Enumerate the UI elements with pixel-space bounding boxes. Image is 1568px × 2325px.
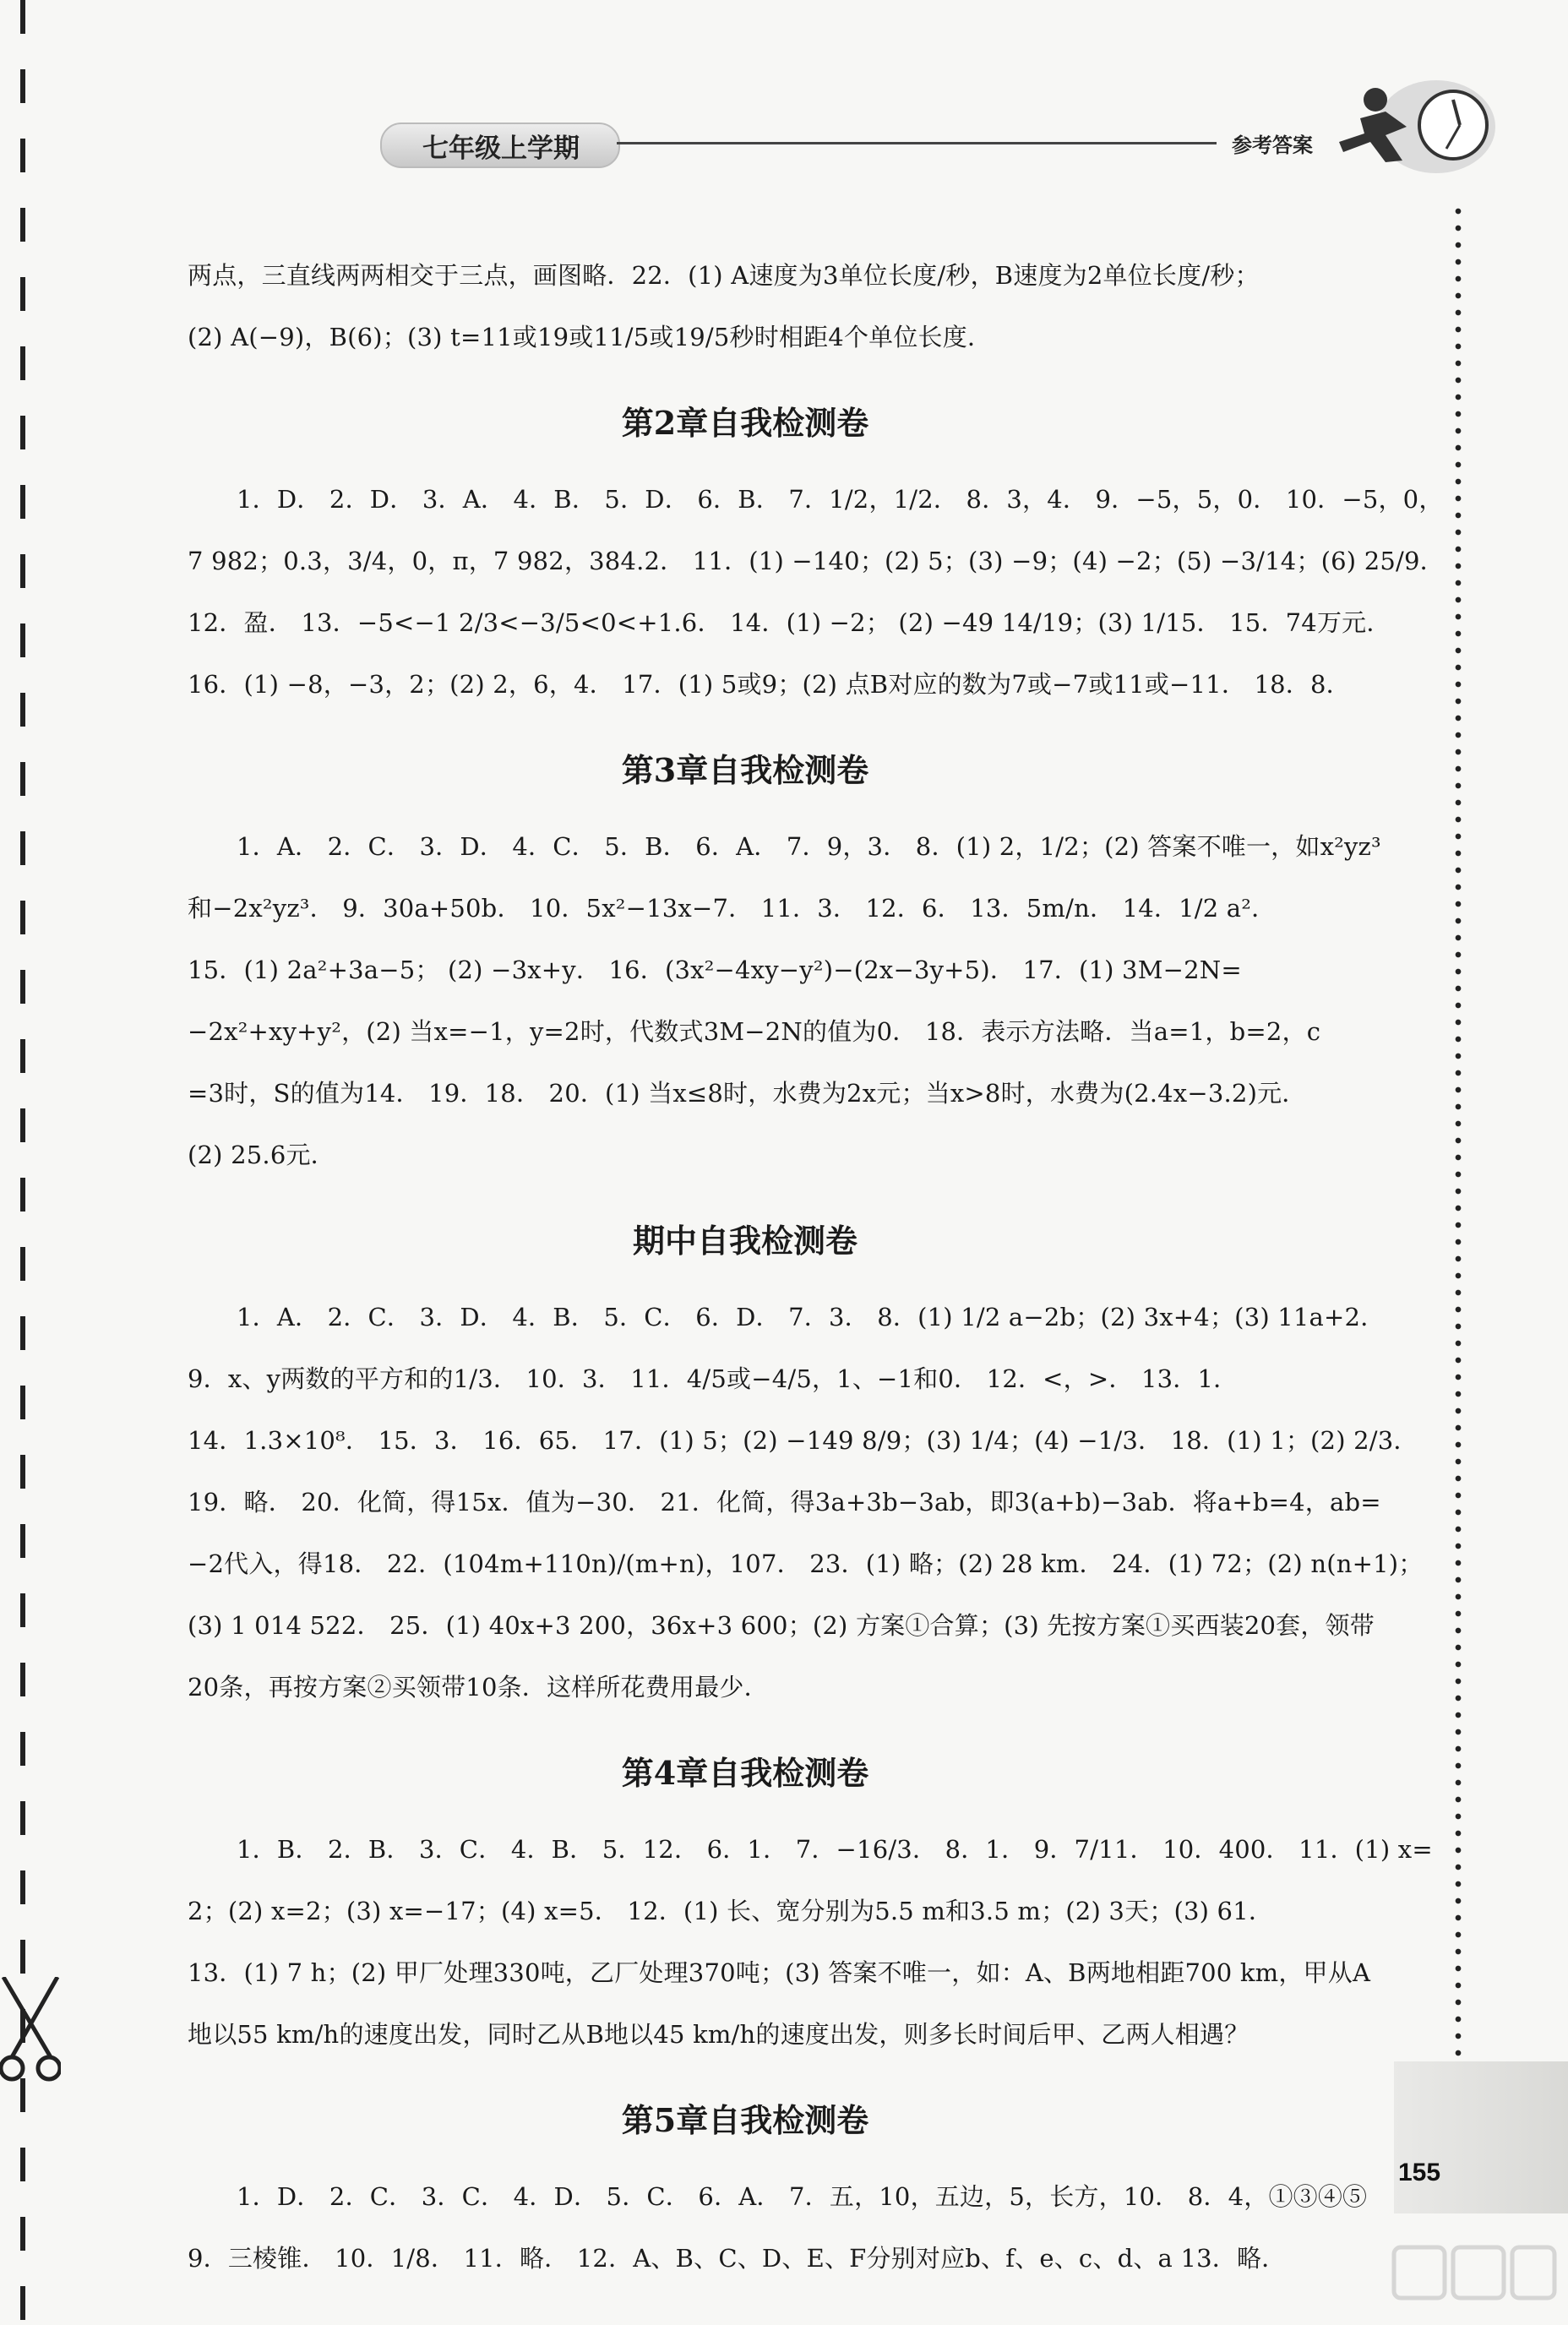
answer-line: 20条，再按方案②买领带10条．这样所花费用最少． [188, 1673, 769, 1702]
intro-paragraph [188, 245, 1303, 368]
answer-line: −2x²+xy+y²，(2) 当x=−1，y=2时，代数式3M−2N的值为0． 18．表示方法略．当a=1，b=2，c [188, 1017, 1321, 1046]
answer-line: 16．(1) −8，−3，2；(2) 2，6，4． 17．(1) 5或9；(2) 点B对应的数为7或−7或11或−11． 18．8． [188, 670, 1351, 699]
answer-line: 13．(1) 7 h；(2) 甲厂处理330吨，乙厂处理370吨；(3) 答案不唯一，如：A、B两地相距700 km，甲从A [188, 1958, 1371, 1987]
answer-line: 9．三棱锥． 10．1/8． 11．略． 12．A、B、C、D、E、F分别对应b、f、e、c、d、a 13．略． [188, 2244, 1287, 2273]
answer-line: (3) 1 014 522． 25．(1) 40x+3 200，36x+3 600；(2) 方案①合算；(3) 先按方案①买西装20套，领带 [188, 1611, 1375, 1640]
answer-line: 地以55 km/h的速度出发，同时乙从B地以45 km/h的速度出发，则多长时间后甲、乙两人相遇？ [188, 2020, 1250, 2049]
answer-line: =3时，S的值为14． 19．18． 20．(1) 当x≤8时，水费为2x元；当x>8时，水费为(2.4x−3.2)元． [188, 1079, 1307, 1108]
section-title-chapter-4: 第4章自我检测卷 [621, 1754, 869, 1792]
header-rule [617, 142, 1217, 144]
answer-line: 15．(1) 2a²+3a−5； (2) −3x+y． 16．(3x²−4xy−y²)−(2x−3y+5)． 17．(1) 3M−2N= [188, 956, 1242, 984]
scissors-icon [0, 1977, 61, 2087]
chapter-5-answers [188, 2166, 1368, 2290]
dotted-cut-guide [1455, 203, 1462, 2095]
page-number: 155 [1398, 2159, 1441, 2186]
watermark-logo-icon [1386, 2230, 1563, 2315]
header-right-label: 参考答案 [1232, 133, 1313, 157]
answer-line: 1．A． 2．C． 3．D． 4．B． 5．C． 6．D． 7．3． 8．(1) 1/2 a−2b；(2) 3x+4；(3) 11a+2． [237, 1303, 1386, 1331]
answer-line: 和−2x²yz³． 9．30a+50b． 10．5x²−13x−7． 11．3． 12．6． 13．5m/n． 14．1/2 a²． [188, 894, 1277, 923]
answer-line: 1．D． 2．C． 3．C． 4．D． 5．C． 6．A． 7．五，10，五边，5，长方，10． 8．4，①③④⑤ [237, 2182, 1368, 2211]
answer-line: 1．D． 2．D． 3．A． 4．B． 5．D． 6．B． 7．1/2，1/2． 8．3，4． 9．−5，5，0． 10．−5，0， [237, 485, 1444, 514]
page-number-band [1394, 2061, 1568, 2213]
runner-compass-logo-icon [1326, 68, 1495, 186]
answer-line: 14．1.3×10⁸． 15．3． 16．65． 17．(1) 5；(2) −149 8/9；(3) 1/4；(4) −1/3． 18．(1) 1；(2) 2/3． [188, 1426, 1418, 1455]
answer-line: (2) 25.6元． [188, 1141, 335, 1169]
section-title-chapter-5: 第5章自我检测卷 [621, 2101, 869, 2139]
answer-line: 7 982；0.3，3/4，0，π，7 982，384.2． 11．(1) −140；(2) 5；(3) −9；(4) −2；(5) −3/14；(6) 25/9． [188, 547, 1445, 575]
section-title-chapter-2: 第2章自我检测卷 [621, 404, 869, 442]
chapter-3-answers [188, 816, 1381, 1186]
answer-line: 1．A． 2．C． 3．D． 4．C． 5．B． 6．A． 7．9，3． 8．(1) 2，1/2；(2) 答案不唯一，如x²yz³ [237, 832, 1381, 861]
answer-line: 12．盈． 13．−5<−1 2/3<−3/5<0<+1.6． 14．(1) −2； (2) −49 14/19；(3) 1/15． 15．74万元． [188, 608, 1391, 637]
answer-line: −2代入，得18． 22．(104m+110n)/(m+n)，107． 23．(1) 略；(2) 28 km． 24．(1) 72；(2) n(n+1)； [188, 1549, 1424, 1578]
section-title-midterm: 期中自我检测卷 [632, 1222, 858, 1260]
answer-line: 1．B． 2．B． 3．C． 4．B． 5．12． 6．1． 7．−16/3． 8．1． 9．7/11． 10．400． 11．(1) x= [237, 1835, 1433, 1864]
answer-line: (2) A(−9)，B(6)；(3) t=11或19或11/5或19/5秒时相距4个单位长度． [188, 323, 993, 351]
chapter-4-answers [188, 1819, 1433, 2066]
answer-line: 两点，三直线两两相交于三点，画图略．22．(1) A速度为3单位长度/秒，B速度为2单位长度/秒； [188, 261, 1260, 290]
section-title-chapter-3: 第3章自我检测卷 [621, 751, 869, 789]
midterm-answers [188, 1287, 1424, 1718]
header-title: 七年级上学期 [422, 133, 580, 164]
chapter-2-answers [188, 469, 1445, 716]
answer-line: 9．x、y两数的平方和的1/3． 10．3． 11．4/5或−4/5，1、−1和0． 12．<，>． 13．1． [188, 1364, 1239, 1393]
answer-line: 19．略． 20．化简，得15x．值为−30． 21．化简，得3a+3b−3ab，即3(a+b)−3ab．将a+b=4，ab= [188, 1488, 1381, 1516]
answer-line: 2；(2) x=2；(3) x=−17；(4) x=5． 12．(1) 长、宽分别为5.5 m和3.5 m；(2) 3天；(3) 61． [188, 1897, 1274, 1925]
